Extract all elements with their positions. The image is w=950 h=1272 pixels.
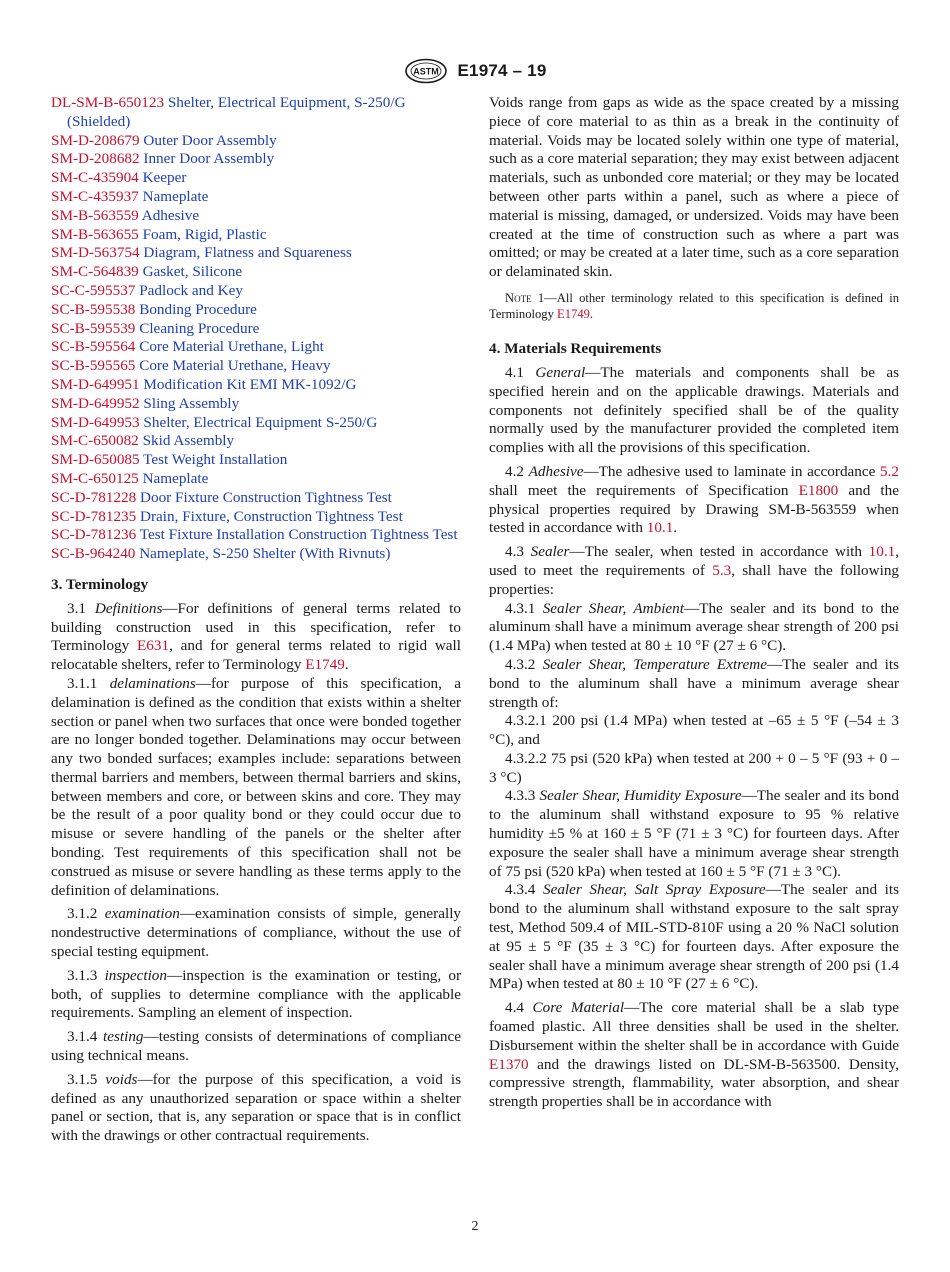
- para-4-3: 4.3 Sealer—The sealer, when tested in accordance with 10.1, used to meet the requirements of 5.3, shall have the following properties:: [489, 543, 900, 598]
- reference-item: [51, 526, 461, 545]
- reference-title[interactable]: Drain, Fixture, Construction Tightness Test: [140, 507, 403, 525]
- para-3-1-3: 3.1.3 inspection—inspection is the examination or testing, or both, of supplies to determine compliance with the applicable requirements. Sampling an element of inspection.: [51, 966, 462, 1022]
- reference-code[interactable]: SM-D-208679: [51, 131, 140, 149]
- reference-item: [51, 432, 461, 451]
- document-designation: E1974 – 19: [457, 61, 547, 80]
- link-5-2[interactable]: 5.2: [880, 462, 899, 480]
- reference-item: [51, 282, 461, 301]
- reference-item: [51, 94, 461, 132]
- link-10-1[interactable]: 10.1: [646, 519, 674, 537]
- link-5-3[interactable]: 5.3: [712, 561, 732, 579]
- reference-title[interactable]: Foam, Rigid, Plastic: [142, 225, 267, 243]
- reference-code[interactable]: SC-D-781228: [51, 488, 137, 506]
- reference-code[interactable]: SM-C-650125: [51, 469, 139, 487]
- reference-code[interactable]: SM-C-650082: [51, 432, 139, 450]
- reference-code[interactable]: SC-B-595538: [51, 300, 136, 318]
- reference-code[interactable]: SM-D-649952: [51, 394, 140, 412]
- reference-item: [51, 470, 461, 489]
- reference-code[interactable]: SC-B-595564: [51, 338, 136, 356]
- astm-logo-icon: [404, 58, 448, 84]
- right-column: [489, 94, 899, 1112]
- reference-code[interactable]: SC-D-781236: [51, 526, 137, 544]
- reference-item: [51, 263, 461, 282]
- reference-item: [51, 169, 461, 188]
- para-3-1-5-continued: Voids range from gaps as wide as the space created by a missing piece of core material to as thin as a break in the continuity of material. Voids may be located solely within one type of material, such as a core material separation; they may exist between adjacent materials, such as unbonded core material; or they may be located between other parts within a panel, such as where a piece of material is missing, damaged, or undersized. Voids may have been created at the time of construction such as where a part was omitted; or may be created at a later time, such as a core separation or delaminated skin.: [489, 94, 899, 281]
- reference-code[interactable]: DL-SM-B-650123: [51, 94, 165, 111]
- link-10-1-b[interactable]: 10.1: [868, 543, 896, 561]
- reference-item: [51, 188, 461, 207]
- reference-code[interactable]: SC-B-595565: [51, 357, 136, 375]
- reference-code[interactable]: SC-D-781235: [51, 507, 137, 525]
- link-e1749-note[interactable]: E1749: [557, 306, 590, 321]
- reference-code[interactable]: SM-D-208682: [51, 150, 140, 168]
- section-3-heading: 3. Terminology: [51, 575, 149, 593]
- reference-item: [51, 150, 461, 169]
- reference-title[interactable]: Shelter, Electrical Equipment, S-250/G (Shielded): [67, 94, 406, 130]
- reference-item: [51, 376, 461, 395]
- reference-title[interactable]: Adhesive: [141, 206, 200, 224]
- reference-item: [51, 338, 461, 357]
- reference-title[interactable]: Bonding Procedure: [139, 300, 257, 318]
- referenced-drawings-list: [51, 94, 461, 564]
- reference-code[interactable]: SM-D-650085: [51, 451, 140, 469]
- reference-title[interactable]: Shelter, Electrical Equipment S-250/G: [143, 413, 378, 431]
- reference-title[interactable]: Diagram, Flatness and Squareness: [143, 244, 352, 262]
- reference-title[interactable]: Inner Door Assembly: [143, 150, 275, 168]
- link-e1749[interactable]: E1749: [305, 656, 345, 674]
- para-4-4: 4.4 Core Material—The core material shall be a slab type foamed plastic. All three densities shall be used in the shelter. Disbursement within the shelter shall be in accordance with Guide E1370 and the drawings listed on DL-SM-B-563500. Density, compressive strength, flammability, water absorption, and shear strength properties shall be in accordance with: [489, 999, 899, 1111]
- link-e1800[interactable]: E1800: [798, 481, 839, 499]
- page-header: [0, 58, 950, 84]
- para-4-2: 4.2 Adhesive—The adhesive used to laminate in accordance 5.2 shall meet the requirements of Specification E1800 and the physical properties required by Drawing SM-B-563559 when tested in accordance with 10.1.: [489, 462, 899, 537]
- reference-title[interactable]: Core Material Urethane, Heavy: [139, 357, 331, 375]
- reference-code[interactable]: SC-B-964240: [51, 545, 136, 563]
- reference-title[interactable]: Door Fixture Construction Tightness Test: [140, 488, 392, 506]
- link-e1370[interactable]: E1370: [489, 1055, 529, 1073]
- reference-title[interactable]: Nameplate: [142, 187, 209, 205]
- reference-title[interactable]: Keeper: [142, 169, 187, 187]
- reference-title[interactable]: Gasket, Silicone: [142, 263, 243, 281]
- reference-item: [51, 207, 461, 226]
- reference-item: [51, 244, 461, 263]
- reference-item: [51, 489, 461, 508]
- reference-code[interactable]: SM-D-563754: [51, 244, 140, 262]
- reference-item: [51, 395, 461, 414]
- reference-code[interactable]: SM-D-649953: [51, 413, 140, 431]
- reference-title[interactable]: Test Fixture Installation Construction Tightness Test: [139, 526, 458, 544]
- page-number: 2: [471, 1219, 479, 1234]
- svg-text:ASTM: ASTM: [412, 66, 439, 77]
- reference-title[interactable]: Padlock and Key: [139, 281, 243, 299]
- note-1: Note 1—All other terminology related to this specification is defined in Terminology E1749.: [489, 290, 899, 321]
- reference-code[interactable]: SM-C-564839: [51, 263, 139, 281]
- para-3-1: 3.1 Definitions—For definitions of general terms related to building construction used in this specification, refer to Terminology E631, and for general terms related to rigid wall relocatable shelters, refer to Terminology E1749.: [51, 599, 461, 674]
- section-4-heading: 4. Materials Requirements: [489, 340, 662, 358]
- reference-item: [51, 226, 461, 245]
- link-e631[interactable]: E631: [137, 637, 170, 655]
- reference-code[interactable]: SM-C-435937: [51, 187, 139, 205]
- para-4-3-2: 4.3.2 Sealer Shear, Temperature Extreme—The sealer and its bond to the aluminum shall have a minimum average shear strength of:: [489, 655, 899, 711]
- reference-title[interactable]: Core Material Urethane, Light: [139, 338, 324, 356]
- reference-title[interactable]: Nameplate: [142, 469, 209, 487]
- reference-item: [51, 451, 461, 470]
- para-4-3-2-2: 4.3.2.2 75 psi (520 kPa) when tested at 200 + 0 – 5 °F (93 + 0 – 3 °C): [489, 749, 899, 786]
- para-3-1-4: 3.1.4 testing—testing consists of determinations of compliance using technical means.: [51, 1028, 462, 1065]
- reference-code[interactable]: SM-C-435904: [51, 169, 139, 187]
- reference-item: [51, 414, 461, 433]
- para-4-3-3: 4.3.3 Sealer Shear, Humidity Exposure—The sealer and its bond to the aluminum shall withstand exposure to 95 % relative humidity ±5 % at 160 ± 5 °F (71 ± 3 °C) for fourteen days. After exposure the sealer shall have a minimum average shear strength of 75 psi (520 kPa) when tested at 160 ± 5 °F (71 ± 3 °C).: [489, 787, 899, 880]
- para-4-1: 4.1 General—The materials and components shall be as specified herein and on the applicable drawings. Materials and components not definitely specified shall be of the quality normally used by the manufacturer provided the completed item complies with all the provisions of this specification.: [489, 363, 899, 457]
- reference-title[interactable]: Outer Door Assembly: [143, 131, 277, 149]
- reference-item: [51, 301, 461, 320]
- para-3-1-2: 3.1.2 examination—examination consists of simple, generally nondestructive determinations of compliance, without the use of special testing equipment.: [51, 905, 462, 961]
- reference-code[interactable]: SC-B-595539: [51, 319, 136, 337]
- reference-item: [51, 545, 461, 564]
- para-3-1-1: 3.1.1 delaminations—for purpose of this specification, a delamination is defined as the condition that exists within a shelter section or panel when two surfaces that once were bonded together are no longer bonded together. Delaminations may occur between any two bonded surfaces; examples include: separations between thermal barriers and members, between thermal barriers and skins, between members and core, or between skins and core. They may be the result of a poor quality bond or they could occur due to misuse or severe handling of the panels or the shelter after bonding. Test requirements of this specification shall not be construed as misuse or severe handling as these terms apply to the definition of delaminations.: [51, 674, 461, 899]
- para-3-1-5: 3.1.5 voids—for the purpose of this specification, a void is defined as any unauthorized separation or space within a shelter panel or section, that is, any separation or space that is in conflict with the drawings or other contractual requirements.: [51, 1070, 462, 1145]
- para-4-3-2-1: 4.3.2.1 200 psi (1.4 MPa) when tested at –65 ± 5 °F (–54 ± 3 °C), and: [489, 712, 899, 749]
- left-column: [51, 94, 461, 1146]
- reference-title[interactable]: Nameplate, S-250 Shelter (With Rivnuts): [139, 545, 391, 563]
- reference-title[interactable]: Cleaning Procedure: [139, 319, 260, 337]
- reference-item: [51, 320, 461, 339]
- reference-item: [51, 508, 461, 527]
- reference-code[interactable]: SM-B-563559: [51, 206, 139, 224]
- reference-title[interactable]: Modification Kit EMI MK-1092/G: [143, 375, 357, 393]
- para-4-3-1: 4.3.1 Sealer Shear, Ambient—The sealer and its bond to the aluminum shall have a minimum average shear strength of 200 psi (1.4 MPa) when tested at 80 ± 10 °F (27 ± 6 °C).: [489, 599, 900, 655]
- reference-code[interactable]: SM-D-649951: [51, 375, 140, 393]
- reference-item: [51, 132, 461, 151]
- reference-code[interactable]: SM-B-563655: [51, 225, 139, 243]
- reference-title[interactable]: Sling Assembly: [143, 394, 240, 412]
- para-4-3-4: 4.3.4 Sealer Shear, Salt Spray Exposure—The sealer and its bond to the aluminum shall withstand exposure to the salt spray test, Method 509.4 of MIL-STD-810F using a 20 % NaCl solution at 95 ± 5 °F (35 ± 3 °C) for fourteen days. After exposure the sealer shall have a minimum average shear strength of 200 psi (1.4 MPa) when tested at 80 ± 10 °F (27 ± 6 °C).: [489, 881, 900, 993]
- reference-title[interactable]: Test Weight Installation: [143, 451, 288, 469]
- reference-item: [51, 357, 461, 376]
- reference-title[interactable]: Skid Assembly: [142, 432, 235, 450]
- reference-code[interactable]: SC-C-595537: [51, 281, 136, 299]
